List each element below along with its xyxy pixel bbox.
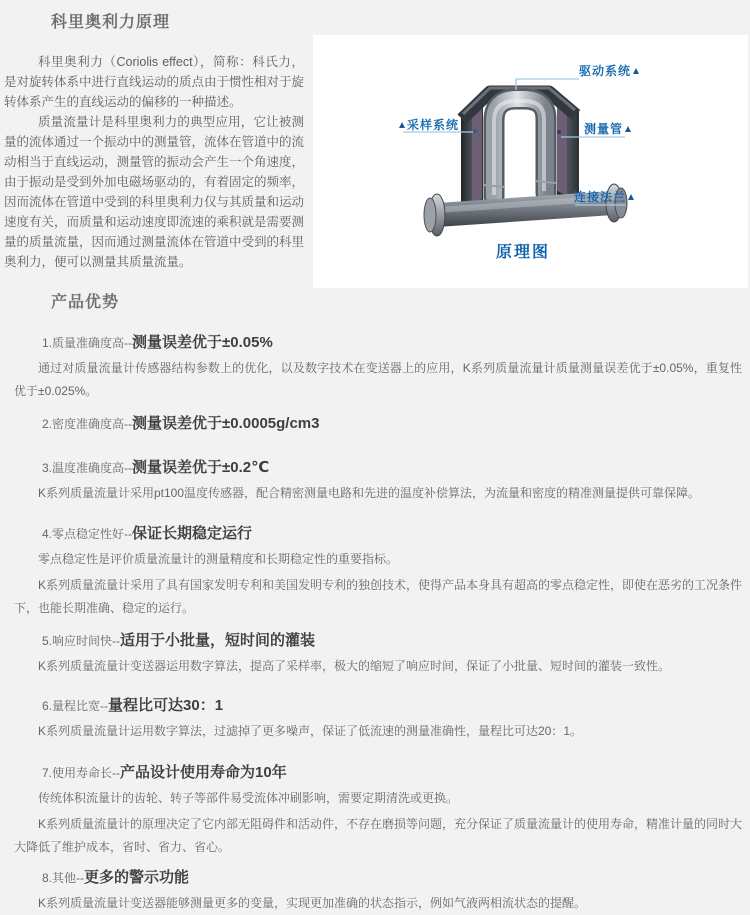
advantage-description: 零点稳定性是评价质量流量计的测量精度和长期稳定性的重要指标。: [38, 552, 399, 566]
principle-paragraph: 科里奥利力（Coriolis effect），简称：科氏力，是对旋转体系中进行直线运动的质点由于惯性相对于旋转体系产生的直线运动的偏移的一种描述。: [4, 55, 305, 109]
u-tube: [484, 99, 556, 197]
principle-text-column: [4, 52, 304, 272]
advantages-section: [0, 288, 750, 912]
arrow-up-icon: [399, 122, 405, 128]
advantage-description: K系列质量流量计采用了具有国家发明专利和美国发明专利的独创技术，使得产品本身具有超高的零点稳定性，即使在恶劣的工况条件下，也能长期准确、稳定的运行。: [14, 578, 743, 615]
diagram-label-drive-system: [579, 64, 641, 78]
advantage-description: K系列质量流量计运用数字算法，过滤掉了更多噪声，保证了低流速的测量准确性，量程比可达20：1。: [38, 724, 583, 738]
advantage-item: [0, 457, 742, 505]
advantage-strong-title: 保证长期稳定运行: [132, 525, 253, 542]
advantage-strong-title: 更多的警示功能: [84, 869, 190, 886]
advantage-title: [42, 457, 742, 479]
arrow-up-icon: [633, 68, 639, 74]
principle-paragraph: 质量流量计是科里奥利力的典型应用，它让被测量的流体通过一个振动中的测量管，流体在管道中的流动相当于直线运动，测量管的振动会产生一个角速度，由于振动是受到外加电磁场驱动的，有着固定的频率，因而流体在管道中受到的科里奥利力仅与其质量和运动速度有关，而质量和运动速度即流速的乘积就是需要测量的质量流量，因而通过测量流体在管道中受到的科里奥利力，便可以测量其质量流量。: [4, 115, 305, 269]
advantage-title: [42, 695, 742, 717]
diagram-label-sampling-system: [397, 118, 459, 132]
advantage-description: K系列质量流量计变送器能够测量更多的变量，实现更加准确的状态指示，例如气液两相流状态的提醒。: [38, 896, 587, 910]
advantage-prefix: 1.质量准确度高--: [42, 336, 133, 350]
advantage-prefix: 3.温度准确度高--: [42, 461, 133, 475]
diagram-label-connection-flange: [574, 190, 636, 204]
advantage-prefix: 7.使用寿命长--: [42, 766, 121, 780]
advantage-description: 通过对质量流量计传感器结构参数上的优化，以及数字技术在变送器上的应用，K系列质量流量计质量测量误差优于±0.05%，重复性优于±0.025%。: [14, 361, 742, 398]
advantage-item: [0, 867, 742, 915]
diagram-label-text: 测量管: [584, 122, 624, 136]
arrow-up-icon: [628, 194, 634, 200]
diagram-label-text: 连接法兰: [574, 190, 627, 204]
advantage-title: [42, 523, 742, 545]
advantage-item: [0, 413, 742, 435]
advantage-title: [42, 630, 742, 652]
advantage-strong-title: 测量误差优于±0.2℃: [132, 459, 270, 476]
principle-section: [0, 0, 750, 288]
diagram-label-text: 采样系统: [407, 118, 460, 132]
advantage-strong-title: 测量误差优于±0.05%: [132, 334, 273, 351]
advantage-title: [42, 762, 742, 784]
advantage-item: [0, 762, 742, 859]
diagram-label-measuring-tube: [584, 122, 633, 136]
advantage-item: [0, 630, 742, 678]
sensor-dot: [557, 130, 561, 134]
advantage-description: K系列质量流量计变送器运用数字算法，提高了采样率，极大的缩短了响应时间，保证了小批量、短时间的灌装一致性。: [38, 659, 671, 673]
advantage-strong-title: 产品设计使用寿命为10年: [120, 764, 287, 781]
advantage-prefix: 2.密度准确度高--: [42, 417, 133, 431]
advantage-description: K系列质量流量计的原理决定了它内部无阻碍件和活动件，不存在磨损等问题，充分保证了质量流量计的使用寿命，精准计量的同时大大降低了维护成本，省时、省力、省心。: [14, 817, 743, 854]
advantage-strong-title: 量程比可达30：1: [108, 697, 224, 714]
advantage-prefix: 6.量程比宽--: [42, 699, 109, 713]
sensor-dot: [473, 129, 477, 133]
diagram-label-text: 驱动系统: [579, 64, 632, 78]
advantage-item: [0, 332, 742, 403]
advantage-prefix: 4.零点稳定性好--: [42, 527, 133, 541]
advantages-heading: 产品优势: [51, 294, 120, 311]
advantage-prefix: 8.其他--: [42, 871, 85, 885]
advantage-title: [42, 867, 742, 889]
advantage-item: [0, 523, 742, 620]
advantage-strong-title: 适用于小批量，短时间的灌装: [120, 632, 316, 649]
advantage-item: [0, 695, 742, 743]
principle-heading: 科里奥利力原理: [51, 14, 171, 31]
principle-diagram-card: [313, 35, 748, 288]
advantage-strong-title: 测量误差优于±0.0005g/cm3: [132, 415, 320, 432]
arrow-up-icon: [625, 126, 631, 132]
advantage-title: [42, 332, 742, 354]
advantage-description: 传统体积流量计的齿轮、转子等部件易受流体冲刷影响，需要定期清洗或更换。: [38, 791, 459, 805]
advantage-description: K系列质量流量计采用pt100温度传感器，配合精密测量电路和先进的温度补偿算法，为流量和密度的精准测量提供可靠保障。: [38, 486, 701, 500]
advantage-prefix: 5.响应时间快--: [42, 634, 121, 648]
advantage-title: [42, 413, 742, 435]
diagram-caption: 原理图: [495, 244, 550, 261]
